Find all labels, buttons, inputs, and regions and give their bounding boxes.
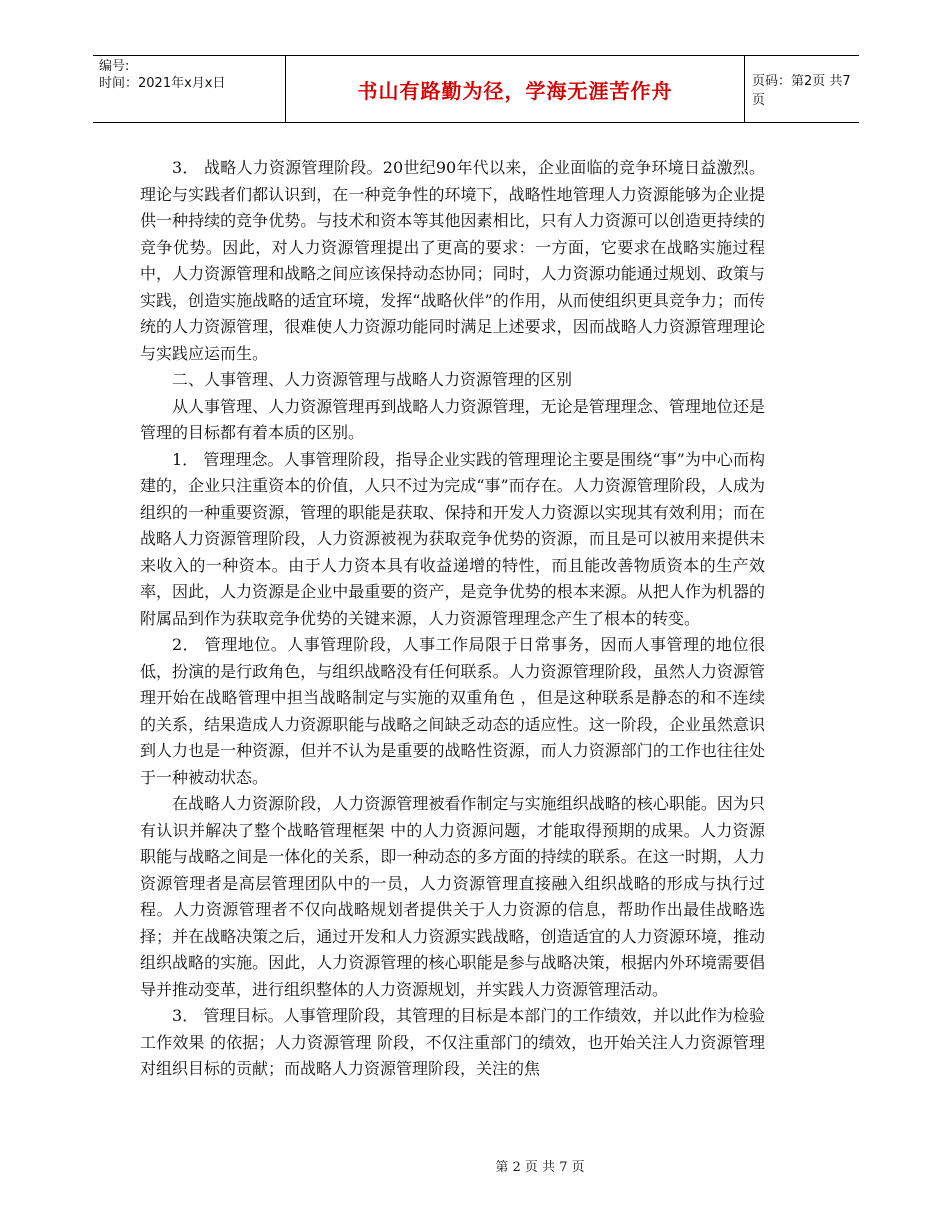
- header-motto: 书山有路勤为径，学海无涯苦作舟: [285, 56, 745, 122]
- time-label: 时间：2021年x月x日: [99, 76, 226, 91]
- page-footer: 第 2 页 共 7 页: [495, 1160, 585, 1175]
- paragraph-intro-differences: 从人事管理、人力资源管理再到战略人力资源管理，无论是管理理念、管理地位还是管理的目标都有着本质的区别。: [140, 396, 765, 442]
- document-body: [140, 155, 765, 1083]
- paragraph-management-philosophy: 1． 管理理念。人事管理阶段，指导企业实践的管理理论主要是围绕“事”为中心而构建的，企业只注重资本的价值，人只不过为完成“事”而存在。人力资源管理阶段，人成为组织的一种重要资源，管理的职能是获取、保持和开发人力资源以实现其有效利用；而在战略人力资源管理阶段，人力资源被视为获取竞争优势的资源，而且是可以被用来提供未来收入的一种资本。由于人力资本具有收益递增的特性，而且能改善物质资本的生产效率，因此，人力资源是企业中最重要的资产，是竞争优势的根本来源。从把人作为机器的附属品到作为获取竞争优势的关键来源，人力资源管理理念产生了根本的转变。: [140, 449, 765, 628]
- paragraph-management-status: 2． 管理地位。人事管理阶段，人事工作局限于日常事务，因而人事管理的地位很低，扮演的是行政角色，与组织战略没有任何联系。人力资源管理阶段，虽然人力资源管理开始在战略管理中担当战略制定与实施的双重角色 ，但是这种联系是静态的和不连续的关系，结果造成人力资源职能与战略之间缺乏动态的适应性。这一阶段，企业虽然意识到人力也是一种资源，但并不认为是重要的战略性资源，而人力资源部门的工作也往往处于一种被动状态。: [140, 635, 765, 787]
- page-header: [93, 55, 859, 123]
- paragraph-strategic-hrm-stage: 3． 战略人力资源管理阶段。20世纪90年代以来，企业面临的竞争环境日益激烈。理论与实践者们都认识到，在一种竞争性的环境下，战略性地管理人力资源能够为企业提供一种持续的竞争优势。与技术和资本等其他因素相比，只有人力资源可以创造更持续的竞争优势。因此，对人力资源管理提出了更高的要求：一方面，它要求在战略实施过程中，人力资源管理和战略之间应该保持动态协同；同时，人力资源功能通过规划、政策与实践，创造实施战略的适宜环境，发挥“战略伙伴”的作用，从而使组织更具竞争力；而传统的人力资源管理，很难使人力资源功能同时满足上述要求，因而战略人力资源管理理论与实践应运而生。: [140, 158, 765, 363]
- header-meta: [93, 56, 285, 122]
- section-heading-differences: 二、人事管理、人力资源管理与战略人力资源管理的区别: [172, 370, 573, 389]
- paragraph-management-goals: 3． 管理目标。人事管理阶段，其管理的目标是本部门的工作绩效，并以此作为检验工作效果 的依据；人力资源管理 阶段，不仅注重部门的绩效，也开始关注人力资源管理对组织目标的贡献；而战略人力资源管理阶段，关注的焦: [140, 1006, 765, 1078]
- paragraph-strategic-stage-status: 在战略人力资源阶段，人力资源管理被看作制定与实施组织战略的核心职能。因为只有认识并解决了整个战略管理框架 中的人力资源问题，才能取得预期的成果。人力资源职能与战略之间是一体化的关系，即一种动态的多方面的持续的联系。在这一时期，人力资源管理者是高层管理团队中的一员，人力资源管理直接融入组织战略的形成与执行过程。人力资源管理者不仅向战略规划者提供关于人力资源的信息，帮助作出最佳战略选择；并在战略决策之后，通过开发和人力资源实践战略，创造适宜的人力资源环境，推动组织战略的实施。因此，人力资源管理的核心职能是参与战略决策，根据内外环境需要倡导并推动变革，进行组织整体的人力资源规划，并实践人力资源管理活动。: [140, 794, 765, 999]
- header-page-label: 页码：第2页 共7页: [752, 74, 851, 108]
- number-label: 编号:: [99, 59, 130, 74]
